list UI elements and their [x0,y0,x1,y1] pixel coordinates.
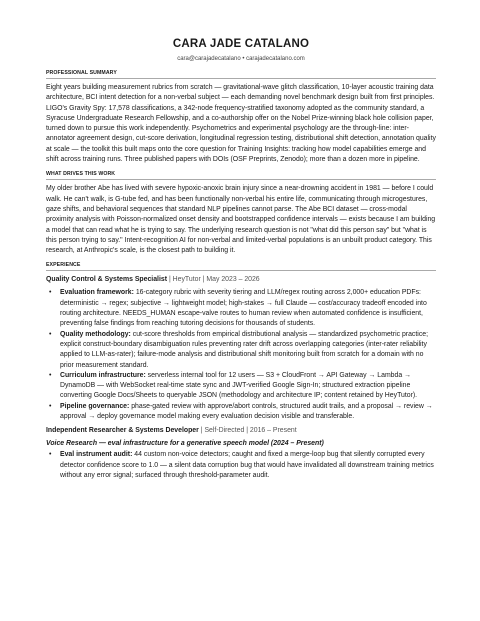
list-item [46,288,436,329]
bullet-list-heytutor [46,288,436,422]
bullet-text: cut-score thresholds from empirical distributional analysis — standardized psychometric practice; explicit construct-boundary disambiguation rules preventing rater drift across overlapping categories (inter-rater reliability applied to LLM-as-rater); failure-mode analysis and distributional shift monitoring built from scratch for a domain with no prior measurement standard. [60,330,429,369]
bullet-label: Curriculum infrastructure: [60,371,146,379]
role-org: HeyTutor [172,276,201,284]
list-item [46,402,436,423]
bullet-label: Quality methodology: [60,330,131,338]
list-item [46,450,436,481]
bullet-list-independent [46,450,436,481]
role-dates: May 2023 – 2026 [206,276,260,284]
project-heading: Voice Research — eval infrastructure for a generative speech model (2024 – Present) [46,440,324,448]
candidate-name: CARA JADE CATALANO [172,38,310,50]
role-title: Independent Researcher & Systems Developer [46,427,199,435]
drives-heading: WHAT DRIVES THIS WORK [46,171,436,180]
role-title: Quality Control & Systems Specialist [46,276,168,284]
role-heading-independent [46,426,436,436]
role-separator: | [202,276,207,284]
list-item [46,371,436,402]
role-separator: | [200,427,205,435]
bullet-label: Evaluation framework: [60,289,134,297]
role-heading-heytutor [46,275,436,285]
bullet-text: serverless internal tool for 12 users — S3 + CloudFront → API Gateway → Lambda → DynamoDB — with WebSocket real-time state sync and JWT-verified Google Sign-In; structured extraction pipeline converting Google Docs/Sheets to queryable JSON (methodology and architecture IP; content retained by HeyTutor). [60,371,418,400]
bullet-text: 44 custom non-voice detectors; caught and fixed a merge-loop bug that silently corrupted every detector confidence score to 1.0 — a silent data corruption bug that would have invalidated all downstream training metrics without any error signal; surfaced through threshold-parameter audit. [60,451,434,479]
contact-line: cara@carajadecatalano • carajadecatalano.com [177,56,305,62]
bullet-label: Eval instrument audit: [60,451,133,459]
role-separator: | [168,276,173,284]
bullet-text: 16-category rubric with severity tiering and LLM/regex routing across 2,000+ education PDFs: deterministic → regex; subjective → lightweight model; high-stakes → full Claude — cost/accuracy tradeoff encoded into routing architecture. NEEDS_HUMAN escape-valve routes to human review when automated confidence is insufficient, preventing false findings from reaching tutoring decisions for thousands of students. [60,289,427,328]
summary-text: Eight years building measurement rubrics from scratch — gravitational-wave glitch classification, 10-layer acoustic training data architecture, BCI intent detection for a non-verbal subject — each demanding novel benchmark design built from first principles. LIGO's Gravity Spy: 17,578 classifications, a 342-node frequency-stratified taxonomy adopted as the community standard, a Syracuse Undergraduate Research Fellowship, and a co-authorship offer on the Nobel Prize-winning black hole collision paper, turned down to pursue this work independently. Psychometrics and experimental psychology are the through-line: inter-annotator agreement design, cut-score derivation, longitudinal regression testing, distributional shift detection, annotation quality at scale — the toolkit this built maps onto the core question for Training Insights: tracking how model capabilities emerge and shift across training runs. Three published papers with DOIs (OSF Preprints, Zenodo); more than a dozen more in pipeline. [46,84,436,164]
role-org: Self-Directed [204,427,245,435]
bullet-label: Pipeline governance: [60,402,130,410]
role-separator: | [246,427,250,435]
bullet-text: phase-gated review with approve/abort controls, structured audit trails, and a proposal → review → approval → deploy governance model making every evaluation decision visible and transferable. [60,402,433,421]
role-dates: 2016 – Present [249,427,297,435]
summary-heading: PROFESSIONAL SUMMARY [46,70,436,79]
drives-text: My older brother Abe has lived with severe hypoxic-anoxic brain injury since a near-drowning accident in 1981 — before I could walk. He can't walk, is G-tube fed, and has been functionally non-verbal his entire life, communicating through microgestures, gaze shifts, and behavioral sequences that standard NLP pipelines cannot parse. The Abe BCI dataset — cross-modal proximity analysis with Poisson-normalized onset density and bootstrapped confidence intervals — exists because I am building a model that can read what he is trying to say. The underlying research question is not "what did this person say" but "what is this person trying to say." Intent-recognition AI for non-verbal and limited-verbal populations is an unbuilt product category. This research, at Anthropic's scale, is the closest path to building it. [46,185,436,255]
experience-heading: EXPERIENCE [46,262,436,271]
list-item [46,330,436,371]
